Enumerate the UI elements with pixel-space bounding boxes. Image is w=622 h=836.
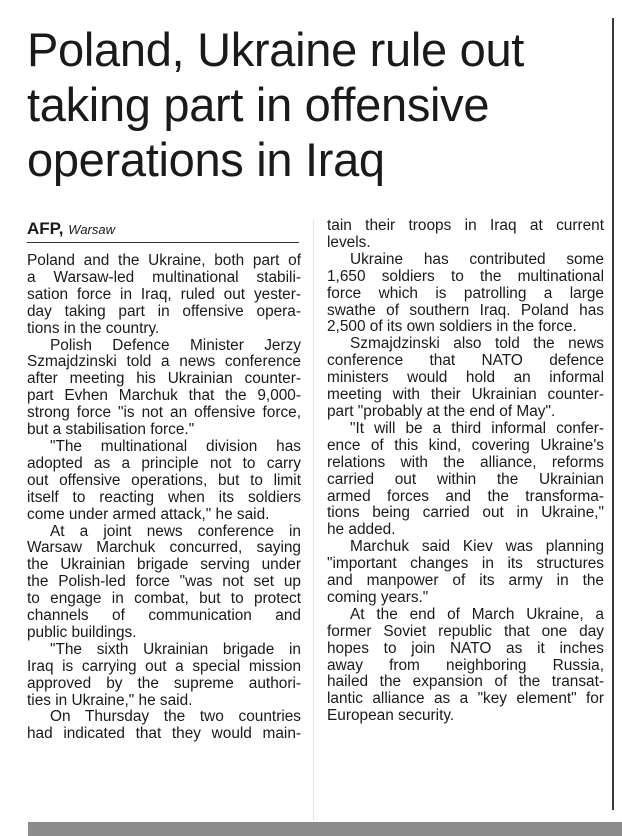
article-line: strong force "is not an offensive force, — [27, 404, 301, 422]
article-line: to engage in combat, but to protect — [27, 590, 301, 608]
right-border-rule — [612, 18, 614, 810]
article-line: but a stabilisation force." — [27, 421, 195, 439]
headline-line: Poland, Ukraine rule out — [27, 23, 525, 76]
article-line: conference that NATO defence — [327, 352, 604, 370]
article-column-right — [327, 218, 604, 725]
article-line: coming years." — [327, 588, 429, 606]
article-line: At the end of March Ukraine, a — [350, 605, 604, 623]
byline-agency: AFP, — [27, 219, 64, 238]
headline-line: taking part in offensive — [27, 78, 490, 131]
article-line: approved by the supreme authori- — [27, 674, 301, 692]
article-line: channels of communication and — [27, 607, 301, 625]
article-line: At a joint news conference in — [50, 522, 301, 540]
article-line: armed forces and the transforma- — [327, 487, 604, 505]
article-line: tions being carried out in Ukraine," — [327, 504, 604, 522]
headline — [27, 22, 612, 187]
article-line: Ukraine has contributed some — [350, 250, 604, 268]
article-line: "important changes in its structures — [327, 555, 604, 573]
article-line: sation force in Iraq, ruled out yester- — [27, 285, 301, 303]
article-line: hailed the expansion of the transat- — [327, 673, 604, 691]
article-line: 1,650 soldiers to the multinational — [327, 267, 604, 285]
bottom-band — [28, 822, 622, 836]
article-line: and manpower of its army in the — [327, 572, 604, 590]
byline-city: Warsaw — [68, 222, 115, 237]
article-line: public buildings. — [27, 623, 137, 641]
article-line: part "probably at the end of May". — [327, 402, 556, 420]
article-line: Polish Defence Minister Jerzy — [50, 336, 301, 354]
article-line: come under armed attack," he said. — [27, 505, 270, 523]
article-line: Szmajdzinski also told the news — [350, 335, 604, 353]
article-line: away from neighboring Russia, — [327, 656, 604, 674]
article-line: ence of this kind, covering Ukraine's — [327, 436, 604, 454]
article-line: after meeting his Ukrainian counter- — [27, 370, 301, 388]
article-line: relations with the alliance, reforms — [327, 453, 604, 471]
article-line: had indicated that they would main- — [27, 725, 301, 743]
article-line: "The sixth Ukrainian brigade in — [50, 640, 301, 658]
article-line: force which is patrolling a large — [327, 284, 604, 302]
article-line: carried out within the Ukrainian — [327, 470, 604, 488]
article-line: 2,500 of its own soldiers in the force. — [327, 318, 577, 336]
article-line: ties in Ukraine," he said. — [27, 691, 193, 709]
article-line: ministers would hold an informal — [327, 369, 604, 387]
article-line: Szmajdzinski told a news conference — [27, 353, 301, 371]
article-line: "It will be a third informal confer- — [350, 419, 604, 437]
article-line: the Ukrainian brigade serving under — [27, 556, 301, 574]
article-line: levels. — [327, 233, 371, 251]
article-line: Poland and the Ukraine, both part of — [27, 252, 301, 269]
article-column-left — [27, 253, 301, 743]
headline-line: operations in Iraq — [27, 133, 385, 186]
column-gutter — [313, 220, 314, 820]
article-line: part Evhen Marchuk that the 9,000- — [27, 387, 301, 405]
article-line: "The multinational division has — [50, 437, 301, 455]
article-line: tain their troops in Iraq at current — [327, 217, 604, 234]
article-line: out offensive operations, but to limit — [27, 471, 301, 489]
article-line: tions in the country. — [27, 319, 160, 337]
article-line: European security. — [327, 707, 455, 725]
article-line: Marchuk said Kiev was planning — [350, 538, 604, 556]
article-line: Iraq is carrying out a special mission — [27, 657, 301, 675]
article-line: meeting with their Ukrainian counter- — [327, 386, 604, 404]
article-line: On Thursday the two countries — [50, 708, 301, 726]
article-line: swathe of southern Iraq. Poland has — [327, 301, 604, 319]
article-line: Warsaw Marchuk concurred, saying — [27, 539, 301, 557]
article-line: former Soviet republic that one day — [327, 622, 604, 640]
byline — [27, 218, 299, 243]
article-line: itself to reacting when its soldiers — [27, 488, 301, 506]
article-line: a Warsaw-led multinational stabili- — [27, 268, 301, 286]
article-line: the Polish-led force "was not set up — [27, 573, 301, 591]
article-line: hopes to join NATO as it inches — [327, 639, 604, 657]
article-line: adopted as a principle not to carry — [27, 454, 301, 472]
article-line: he added. — [327, 521, 396, 539]
article-line: lantic alliance as a "key element" for — [327, 690, 604, 708]
article-line: day taking part in offensive opera- — [27, 302, 301, 320]
